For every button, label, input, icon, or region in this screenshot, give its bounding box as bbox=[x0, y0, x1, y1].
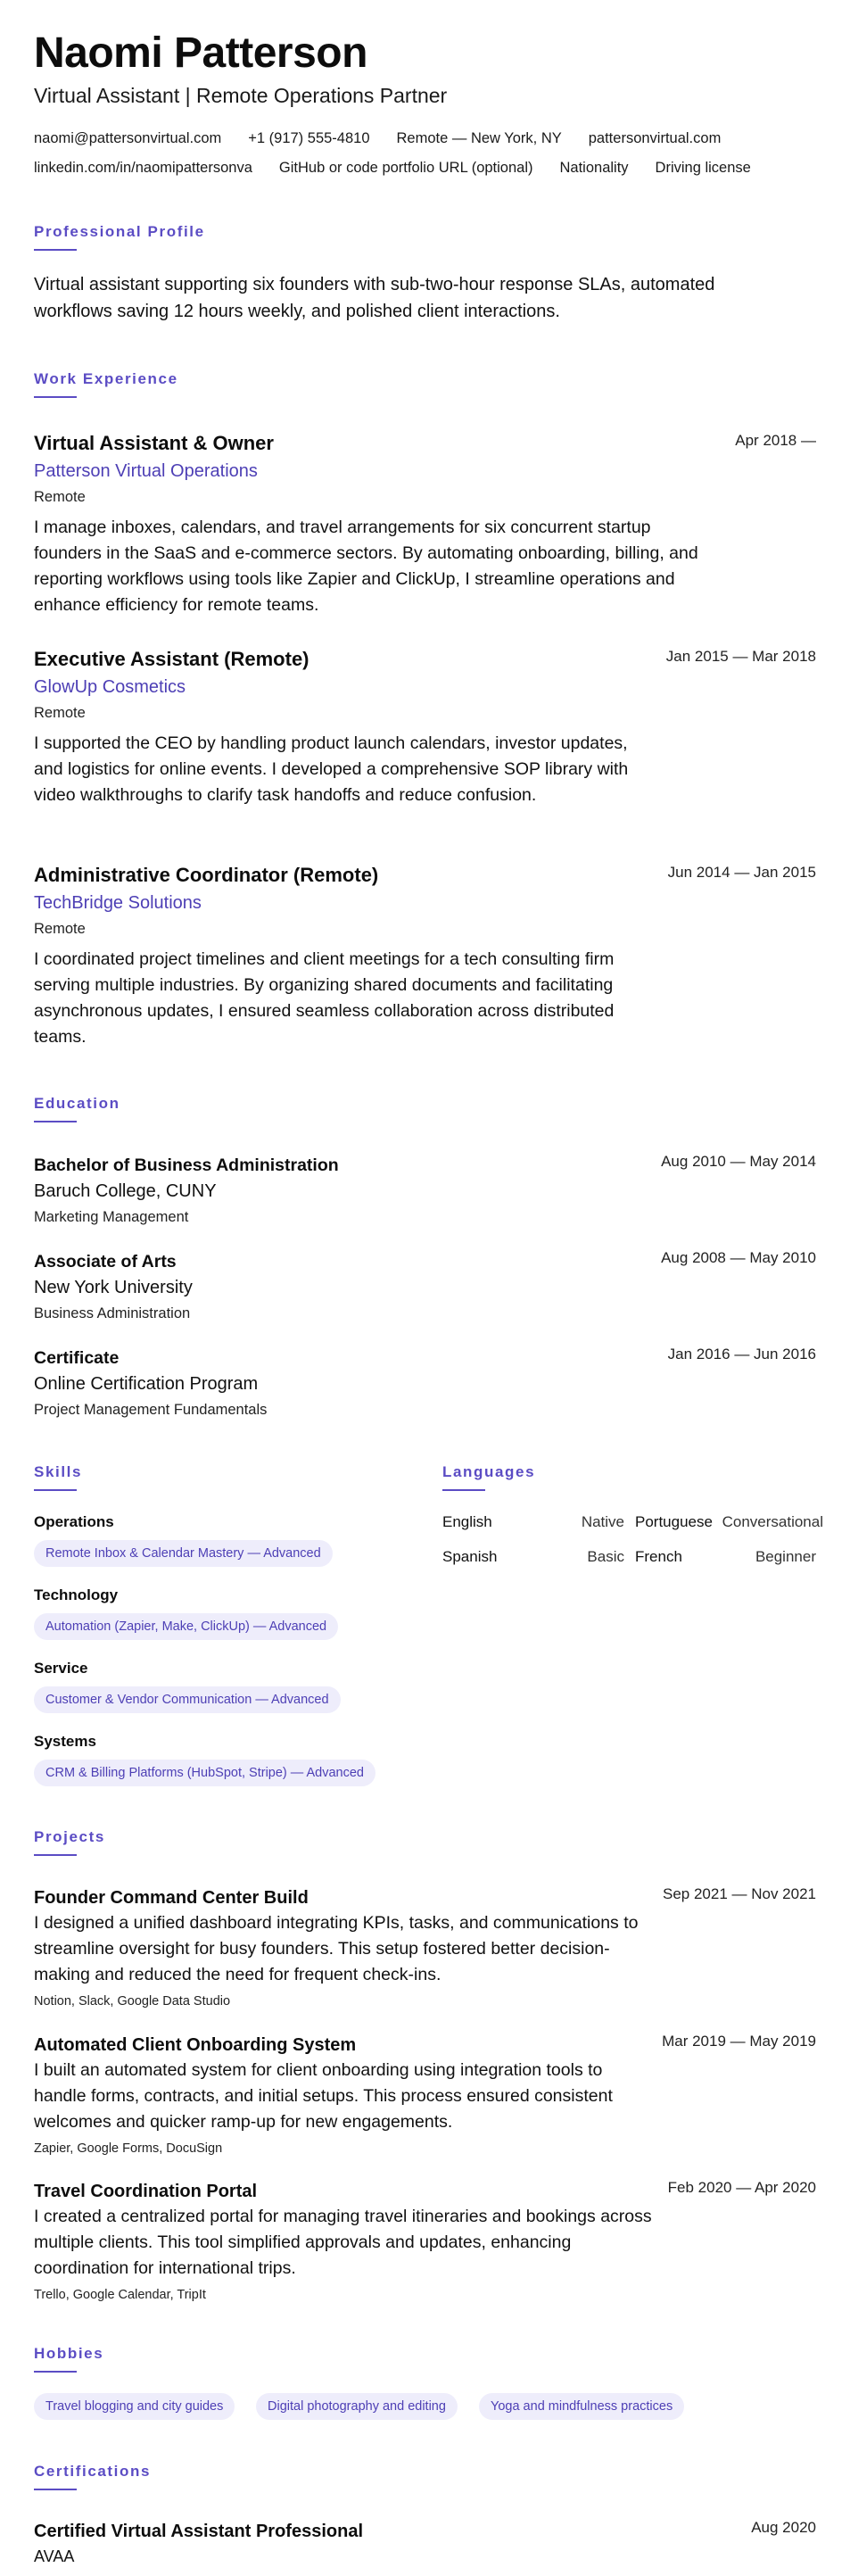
project-title: Automated Client Onboarding System bbox=[34, 2035, 357, 2055]
certification-issuer: AVAA bbox=[34, 2547, 75, 2565]
job-title: Administrative Coordinator (Remote) bbox=[34, 864, 379, 886]
education-field: Business Administration bbox=[34, 1305, 191, 1321]
skill-chip: Automation (Zapier, Make, ClickUp) — Advanced bbox=[34, 1613, 338, 1640]
project-dates: Feb 2020 — Apr 2020 bbox=[667, 2179, 816, 2196]
project-dates: Mar 2019 — May 2019 bbox=[662, 2033, 816, 2050]
project-title: Travel Coordination Portal bbox=[34, 2182, 258, 2201]
project-entry bbox=[34, 2179, 816, 2307]
project-tools: Notion, Slack, Google Data Studio bbox=[34, 1994, 231, 2009]
certification-entry bbox=[34, 2519, 816, 2569]
education-field: Project Management Fundamentals bbox=[34, 1402, 268, 1418]
skill-category: Systems bbox=[34, 1733, 96, 1750]
project-entry bbox=[34, 1885, 816, 2013]
job-title: Virtual Assistant & Owner bbox=[34, 432, 274, 454]
contact-github[interactable]: GitHub or code portfolio URL (optional) bbox=[278, 160, 533, 176]
skill-chip: CRM & Billing Platforms (HubSpot, Stripe) — Advanced bbox=[34, 1760, 375, 1786]
language-name: English bbox=[442, 1513, 492, 1530]
language-level: Beginner bbox=[755, 1548, 816, 1565]
job-location: Remote bbox=[34, 489, 86, 505]
contact-email[interactable]: naomi@pattersonvirtual.com bbox=[34, 130, 222, 146]
skill-chip: Customer & Vendor Communication — Advanced bbox=[34, 1686, 341, 1713]
contact-nationality: Nationality bbox=[559, 160, 629, 176]
project-dates: Sep 2021 — Nov 2021 bbox=[662, 1885, 816, 1902]
skill-category: Service bbox=[34, 1660, 88, 1677]
section-heading-projects: Projects bbox=[34, 1828, 105, 1845]
job-description: I coordinated project timelines and client meetings for a tech consulting firm serving multiple industries. By organizing shared documents and facilitating asynchronous updates, I ensured seamless collaboration across distributed teams. bbox=[34, 949, 615, 1047]
section-heading-profile: Professional Profile bbox=[34, 223, 205, 240]
education-dates: Aug 2008 — May 2010 bbox=[661, 1249, 816, 1266]
skill-category: Operations bbox=[34, 1513, 114, 1530]
education-dates: Jan 2016 — Jun 2016 bbox=[667, 1346, 816, 1363]
job-dates: Apr 2018 — bbox=[735, 432, 816, 449]
job-company: Patterson Virtual Operations bbox=[34, 461, 258, 481]
job-entry bbox=[34, 862, 816, 1050]
profile-summary: Virtual assistant supporting six founders with sub-two-hour response SLAs, automated workflows saving 12 hours weekly, and polished client interactions. bbox=[34, 275, 715, 321]
contact-location: Remote — New York, NY bbox=[396, 130, 562, 146]
language-name: Portuguese bbox=[635, 1513, 713, 1530]
contact-row-2 bbox=[34, 160, 778, 177]
job-entry bbox=[34, 646, 816, 808]
job-company: TechBridge Solutions bbox=[34, 893, 202, 913]
language-level: Basic bbox=[587, 1548, 624, 1565]
job-location: Remote bbox=[34, 705, 86, 721]
education-field: Marketing Management bbox=[34, 1209, 189, 1225]
certification-title: Certified Virtual Assistant Professional bbox=[34, 2522, 363, 2541]
job-description: I supported the CEO by handling product launch calendars, investor updates, and logistics for online events. I developed a comprehensive SOP library with video walkthroughs to clarify task handoffs and reduce confusion. bbox=[34, 733, 629, 805]
language-level: Conversational bbox=[722, 1513, 823, 1530]
project-title: Founder Command Center Build bbox=[34, 1888, 309, 1908]
section-heading-languages: Languages bbox=[442, 1463, 536, 1480]
education-entry bbox=[34, 1249, 816, 1326]
certification-date: Aug 2020 bbox=[751, 2519, 816, 2536]
skill-chip: Remote Inbox & Calendar Mastery — Advanced bbox=[34, 1540, 333, 1567]
contact-website[interactable]: pattersonvirtual.com bbox=[588, 130, 722, 146]
project-description: I designed a unified dashboard integrating KPIs, tasks, and communications to streamline oversight for busy founders. This setup fostered better decision-making and reduced the need for frequent check-ins. bbox=[34, 1913, 639, 1984]
section-heading-education: Education bbox=[34, 1095, 120, 1112]
job-dates: Jun 2014 — Jan 2015 bbox=[667, 864, 816, 881]
education-entry bbox=[34, 1346, 816, 1422]
education-school: Online Certification Program bbox=[34, 1374, 259, 1394]
job-title: Executive Assistant (Remote) bbox=[34, 648, 309, 670]
education-degree: Associate of Arts bbox=[34, 1252, 177, 1271]
contact-phone[interactable]: +1 (917) 555-4810 bbox=[248, 130, 370, 146]
language-level: Native bbox=[581, 1513, 624, 1530]
language-name: Spanish bbox=[442, 1548, 498, 1565]
language-name: French bbox=[635, 1548, 682, 1565]
project-description: I created a centralized portal for managing travel itineraries and bookings across multiple clients. This tool simplified approvals and updates, enhancing coordination for international trips. bbox=[34, 2207, 652, 2278]
project-description: I built an automated system for client onboarding using integration tools to handle forms, contracts, and initial setups. This process ensured consistent welcomes and quicker ramp-up for new engagements. bbox=[34, 2060, 613, 2132]
skill-category: Technology bbox=[34, 1586, 119, 1603]
section-heading-experience: Work Experience bbox=[34, 370, 178, 387]
job-company: GlowUp Cosmetics bbox=[34, 677, 186, 697]
education-degree: Certificate bbox=[34, 1348, 120, 1368]
contact-row-1 bbox=[34, 130, 747, 147]
education-school: Baruch College, CUNY bbox=[34, 1181, 217, 1201]
education-entry bbox=[34, 1153, 816, 1230]
job-description: I manage inboxes, calendars, and travel arrangements for six concurrent startup founders in the SaaS and e-commerce sectors. By automating onboarding, billing, and reporting workflows using tools like Zapier and ClickUp, I streamline operations and enhance efficiency for remote teams. bbox=[34, 518, 698, 615]
education-degree: Bachelor of Business Administration bbox=[34, 1155, 339, 1175]
job-dates: Jan 2015 — Mar 2018 bbox=[665, 648, 816, 665]
project-tools: Trello, Google Calendar, TripIt bbox=[34, 2288, 206, 2302]
project-tools: Zapier, Google Forms, DocuSign bbox=[34, 2141, 223, 2156]
section-heading-certifications: Certifications bbox=[34, 2463, 152, 2480]
section-heading-hobbies: Hobbies bbox=[34, 2345, 104, 2362]
contact-driving-license: Driving license bbox=[655, 160, 751, 176]
candidate-name: Naomi Patterson bbox=[34, 29, 367, 77]
hobby-chip: Travel blogging and city guides bbox=[34, 2393, 235, 2420]
job-location: Remote bbox=[34, 921, 86, 937]
contact-linkedin[interactable]: linkedin.com/in/naomipattersonva bbox=[34, 160, 252, 176]
section-heading-skills: Skills bbox=[34, 1463, 83, 1480]
hobby-chip: Digital photography and editing bbox=[256, 2393, 458, 2420]
education-dates: Aug 2010 — May 2014 bbox=[661, 1153, 816, 1170]
education-school: New York University bbox=[34, 1278, 193, 1297]
candidate-headline: Virtual Assistant | Remote Operations Partner bbox=[34, 84, 448, 107]
hobby-chip: Yoga and mindfulness practices bbox=[479, 2393, 684, 2420]
project-entry bbox=[34, 2033, 816, 2160]
job-entry bbox=[34, 430, 816, 618]
